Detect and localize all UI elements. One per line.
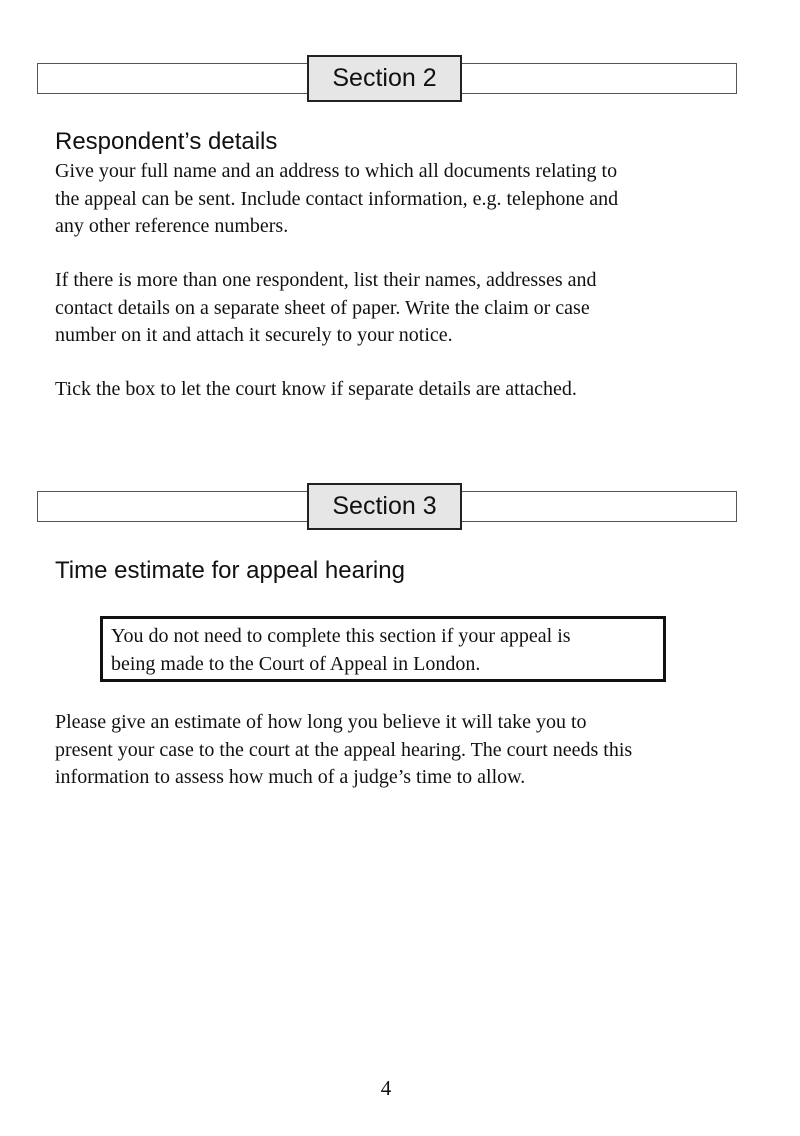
text-line: any other reference numbers. (55, 215, 289, 237)
time-estimate-paragraph (55, 709, 745, 792)
text-line: being made to the Court of Appeal in London. (111, 652, 481, 675)
section-3-tab: Section 3 (307, 483, 462, 530)
respondent-details-paragraph-1 (55, 158, 745, 241)
text-line: the appeal can be sent. Include contact information, e.g. telephone and (55, 187, 619, 210)
respondent-details-paragraph-2 (55, 267, 745, 350)
text-line: If there is more than one respondent, list their names, addresses and (55, 269, 597, 291)
court-of-appeal-note-box (100, 616, 666, 682)
text-line: number on it and attach it securely to your notice. (55, 324, 453, 346)
text-line: Please give an estimate of how long you believe it will take you to (55, 711, 587, 733)
text-line: You do not need to complete this section if your appeal is (111, 625, 571, 647)
section-2-tab: Section 2 (307, 55, 462, 102)
respondent-details-paragraph-3 (55, 376, 745, 404)
page-number: 4 (380, 1076, 392, 1100)
text-line: Tick the box to let the court know if separate details are attached. (55, 378, 577, 400)
time-estimate-heading: Time estimate for appeal hearing (55, 557, 405, 584)
text-line: contact details on a separate sheet of paper. Write the claim or case (55, 296, 590, 319)
text-line: present your case to the court at the appeal hearing. The court needs this (55, 738, 633, 761)
respondent-details-heading: Respondent’s details (55, 128, 278, 155)
text-line: information to assess how much of a judge’s time to allow. (55, 766, 526, 788)
text-line: Give your full name and an address to which all documents relating to (55, 160, 618, 182)
